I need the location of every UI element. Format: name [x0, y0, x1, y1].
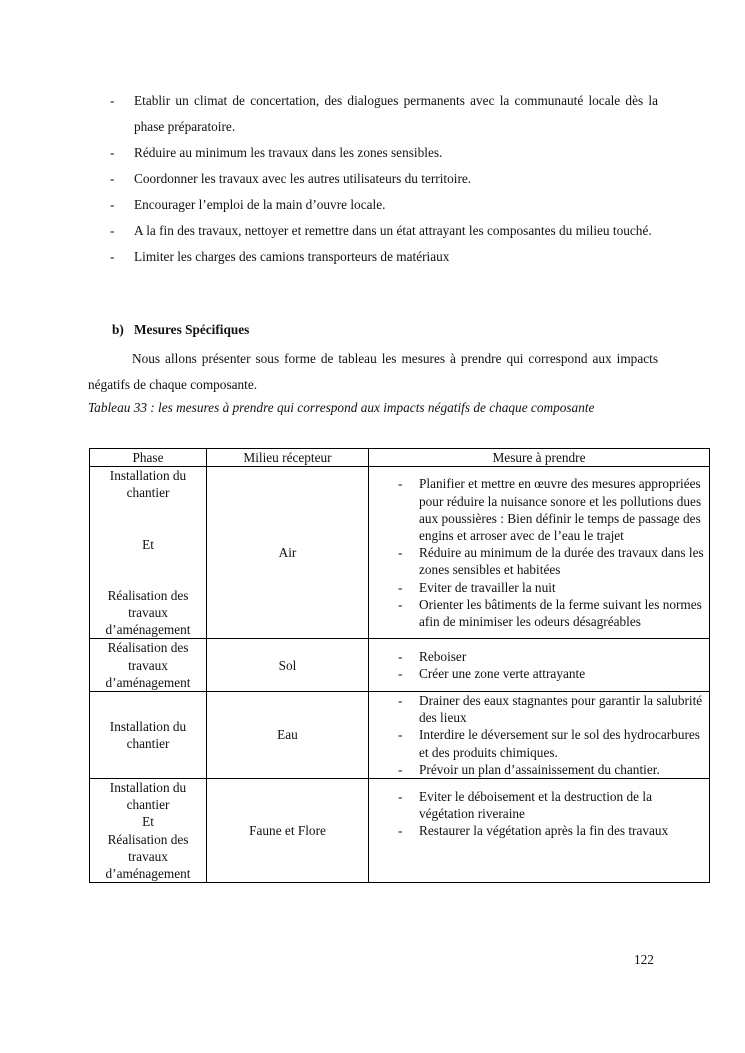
bullet-dash: - — [398, 761, 403, 777]
milieu-cell: Eau — [207, 692, 369, 779]
list-item — [108, 192, 658, 218]
measure-text: Reboiser — [419, 649, 467, 665]
measure-text: Eviter de travailler la nuit — [419, 579, 556, 595]
header-phase: Phase — [90, 449, 207, 467]
table-caption: Tableau 33 : les mesures à prendre qui correspond aux impacts négatifs de chaque composante — [88, 400, 595, 415]
bullet-dash: - — [398, 693, 403, 709]
list-item-text: Réduire au minimum les travaux dans les zones sensibles. — [134, 145, 443, 160]
table-header-row — [90, 449, 710, 467]
bullet-dash: - — [110, 93, 115, 108]
list-item — [108, 166, 658, 192]
bullet-dash: - — [110, 197, 115, 212]
measure-item — [372, 665, 706, 682]
milieu-cell: Sol — [207, 639, 369, 692]
bullet-dash: - — [398, 788, 403, 804]
table-row — [90, 639, 710, 692]
bullet-dash: - — [398, 649, 403, 665]
measure-text: Restaurer la végétation après la fin des travaux — [419, 823, 669, 839]
phase-text: Installation du chantier — [109, 780, 187, 813]
measure-item — [372, 579, 706, 596]
milieu-cell: Faune et Flore — [207, 779, 369, 883]
bullet-dash: - — [398, 545, 403, 561]
bullet-dash: - — [398, 666, 403, 682]
list-item — [108, 88, 658, 140]
general-measures-list — [108, 88, 658, 270]
phase-text: Réalisation des travaux d’aménagement — [105, 587, 191, 638]
measure-text: Créer une zone verte attrayante — [419, 666, 586, 682]
section-title: Mesures Spécifiques — [134, 322, 250, 337]
table-row — [90, 467, 710, 639]
list-item-text: Etablir un climat de concertation, des dialogues permanents avec la communauté locale dès la phase préparatoire. — [134, 93, 658, 134]
measure-text: Eviter le déboisement et la destruction de la végétation riveraine — [419, 788, 652, 822]
measure-item — [372, 596, 706, 630]
measure-item — [372, 788, 706, 822]
phase-cell — [90, 779, 207, 883]
list-item-text: Encourager l’emploi de la main d’ouvre locale. — [134, 197, 386, 212]
measures-table — [89, 448, 710, 883]
bullet-dash: - — [398, 579, 403, 595]
measure-item — [372, 761, 706, 778]
phase-text: Et — [142, 536, 154, 552]
phase-cell — [90, 692, 207, 779]
intro-paragraph: Nous allons présenter sous forme de tableau les mesures à prendre qui correspond aux impacts négatifs de chaque composante. — [88, 351, 658, 392]
list-item-text: Limiter les charges des camions transporteurs de matériaux — [134, 249, 450, 264]
mesure-cell — [369, 692, 710, 779]
bullet-dash: - — [110, 171, 115, 186]
mesure-cell — [369, 467, 710, 639]
list-item — [108, 218, 658, 244]
table-row — [90, 779, 710, 883]
milieu-cell: Air — [207, 467, 369, 639]
phase-cell — [90, 639, 207, 692]
page-number: 122 — [634, 952, 654, 967]
phase-text: Réalisation des travaux d’aménagement — [105, 640, 191, 690]
list-item-text: Coordonner les travaux avec les autres utilisateurs du territoire. — [134, 171, 472, 186]
measure-text: Réduire au minimum de la durée des travaux dans les zones sensibles et habitées — [419, 545, 704, 578]
bullet-dash: - — [110, 145, 115, 160]
mesure-cell — [369, 639, 710, 692]
measure-text: Drainer des eaux stagnantes pour garantir la salubrité des lieux — [419, 693, 703, 726]
phase-text: Installation du chantier — [109, 718, 187, 752]
section-letter: b) — [112, 322, 124, 337]
list-item — [108, 140, 658, 166]
bullet-dash: - — [398, 596, 403, 612]
measure-text: Interdire le déversement sur le sol des hydrocarbures et des produits chimiques. — [419, 727, 700, 760]
header-milieu: Milieu récepteur — [207, 449, 369, 467]
list-item-text: A la fin des travaux, nettoyer et remettre dans un état attrayant les composantes du milieu touché. — [134, 223, 652, 238]
section-heading — [112, 320, 249, 340]
measure-item — [372, 544, 706, 578]
table-row — [90, 692, 710, 779]
header-mesure: Mesure à prendre — [369, 449, 710, 467]
phase-cell — [90, 467, 207, 639]
bullet-dash: - — [110, 223, 115, 238]
measure-item — [372, 692, 706, 726]
measure-item — [372, 822, 706, 839]
measure-item — [372, 648, 706, 665]
mesure-cell — [369, 779, 710, 883]
measure-item — [372, 726, 706, 760]
phase-text: Et — [142, 814, 154, 830]
phase-text: Installation du chantier — [109, 468, 187, 501]
measure-text: Prévoir un plan d’assainissement du chantier. — [419, 761, 660, 777]
measure-item — [372, 475, 706, 544]
measure-text: Orienter les bâtiments de la ferme suivant les normes afin de minimiser les odeurs désagréables — [419, 596, 702, 630]
bullet-dash: - — [398, 823, 403, 839]
bullet-dash: - — [398, 476, 403, 492]
list-item — [108, 244, 658, 270]
bullet-dash: - — [398, 727, 403, 743]
measure-text: Planifier et mettre en œuvre des mesures appropriées pour réduire la nuisance sonore et les pollutions dues aux poussières : Bien définir le temps de passage des engins et arroser avec de l’eau le trajet — [419, 476, 702, 543]
phase-text: Réalisation des travaux d’aménagement — [105, 831, 191, 882]
bullet-dash: - — [110, 249, 115, 264]
